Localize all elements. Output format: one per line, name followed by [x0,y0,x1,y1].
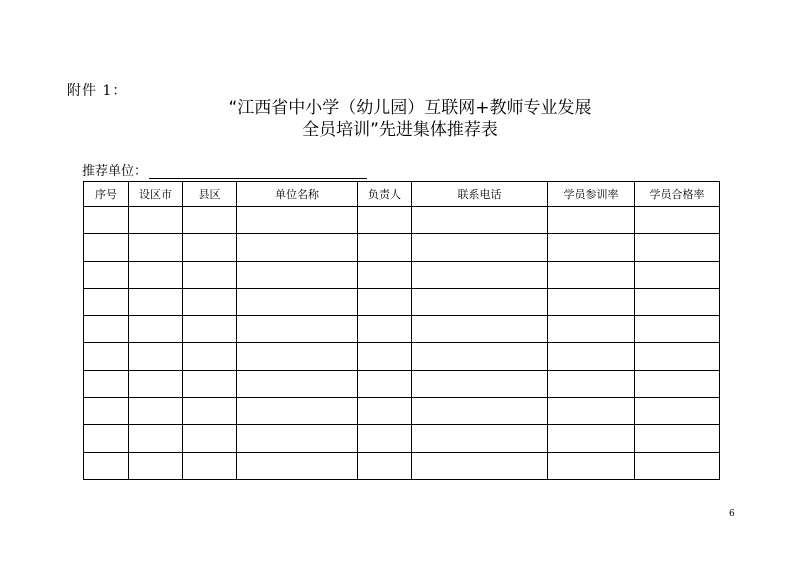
table-cell[interactable] [635,452,720,479]
table-cell[interactable] [183,452,237,479]
table-cell[interactable] [358,370,412,397]
table-cell[interactable] [548,207,635,234]
table-cell[interactable] [412,316,548,343]
table-row [84,288,720,315]
table-cell[interactable] [412,425,548,452]
table-cell[interactable] [412,452,548,479]
table-cell[interactable] [635,425,720,452]
header-phone: 联系电话 [412,182,548,207]
table-cell[interactable] [84,343,129,370]
table-row [84,207,720,234]
table-cell[interactable] [412,343,548,370]
table-cell[interactable] [84,207,129,234]
table-header-row [84,182,720,207]
table-cell[interactable] [84,370,129,397]
table-cell[interactable] [412,261,548,288]
document-title-line-1: “江西省中小学（幼儿园）互联网+教师专业发展 [228,98,592,118]
table-row [84,452,720,479]
header-unit-name: 单位名称 [237,182,358,207]
table-cell[interactable] [129,452,183,479]
table-cell[interactable] [237,234,358,261]
table-cell[interactable] [84,398,129,425]
table-cell[interactable] [183,234,237,261]
table-row [84,234,720,261]
table-cell[interactable] [635,234,720,261]
table-cell[interactable] [548,370,635,397]
table-cell[interactable] [548,261,635,288]
table-cell[interactable] [635,207,720,234]
header-participation-rate: 学员参训率 [548,182,635,207]
page-number: 6 [729,509,735,519]
table-cell[interactable] [358,425,412,452]
table-cell[interactable] [412,370,548,397]
table-cell[interactable] [358,343,412,370]
table-cell[interactable] [635,261,720,288]
table-cell[interactable] [183,398,237,425]
table-cell[interactable] [237,207,358,234]
table-cell[interactable] [635,398,720,425]
header-person-in-charge: 负责人 [358,182,412,207]
table-cell[interactable] [129,261,183,288]
table-cell[interactable] [84,261,129,288]
table-cell[interactable] [84,288,129,315]
table-cell[interactable] [183,425,237,452]
table-cell[interactable] [358,288,412,315]
table-row [84,398,720,425]
table-row [84,343,720,370]
table-cell[interactable] [548,452,635,479]
table-cell[interactable] [129,234,183,261]
table-cell[interactable] [237,370,358,397]
table-cell[interactable] [548,425,635,452]
table-cell[interactable] [635,343,720,370]
table-cell[interactable] [183,261,237,288]
document-title-line-2: 全员培训”先进集体推荐表 [302,120,498,140]
table-cell[interactable] [237,288,358,315]
table-row [84,425,720,452]
table-cell[interactable] [129,288,183,315]
recommending-unit-label: 推荐单位： [82,164,148,179]
header-city: 设区市 [129,182,183,207]
table-cell[interactable] [129,343,183,370]
table-cell[interactable] [358,207,412,234]
table-cell[interactable] [358,261,412,288]
table-cell[interactable] [183,370,237,397]
table-cell[interactable] [129,398,183,425]
table-cell[interactable] [183,343,237,370]
recommending-unit-field[interactable] [149,160,367,179]
table-cell[interactable] [237,343,358,370]
table-cell[interactable] [548,234,635,261]
table-row [84,316,720,343]
table-row [84,261,720,288]
table-cell[interactable] [237,261,358,288]
annex-label: 附件 1： [67,83,128,99]
table-cell[interactable] [237,398,358,425]
table-cell[interactable] [548,288,635,315]
table-cell[interactable] [129,207,183,234]
table-body [84,207,720,480]
table-cell[interactable] [84,234,129,261]
table-cell[interactable] [412,398,548,425]
table-cell[interactable] [84,316,129,343]
table-cell[interactable] [183,316,237,343]
header-serial-number: 序号 [84,182,129,207]
table-cell[interactable] [129,425,183,452]
table-cell[interactable] [237,316,358,343]
table-row [84,370,720,397]
recommending-unit-row [82,159,367,179]
table-cell[interactable] [358,452,412,479]
table-cell[interactable] [358,234,412,261]
table-cell[interactable] [635,370,720,397]
table-cell[interactable] [183,288,237,315]
table-cell[interactable] [183,207,237,234]
table-cell[interactable] [358,398,412,425]
recommendation-table [83,181,720,480]
header-county: 县区 [183,182,237,207]
table-cell[interactable] [412,234,548,261]
table-cell[interactable] [129,316,183,343]
table-cell[interactable] [548,398,635,425]
header-pass-rate: 学员合格率 [635,182,720,207]
table-cell[interactable] [548,343,635,370]
table-cell[interactable] [635,316,720,343]
table-cell[interactable] [548,316,635,343]
table-cell[interactable] [635,288,720,315]
table-cell[interactable] [358,316,412,343]
table-cell[interactable] [237,425,358,452]
table-cell[interactable] [237,452,358,479]
table-cell[interactable] [412,207,548,234]
table-cell[interactable] [84,452,129,479]
table-cell[interactable] [129,370,183,397]
table-cell[interactable] [84,425,129,452]
table-cell[interactable] [412,288,548,315]
